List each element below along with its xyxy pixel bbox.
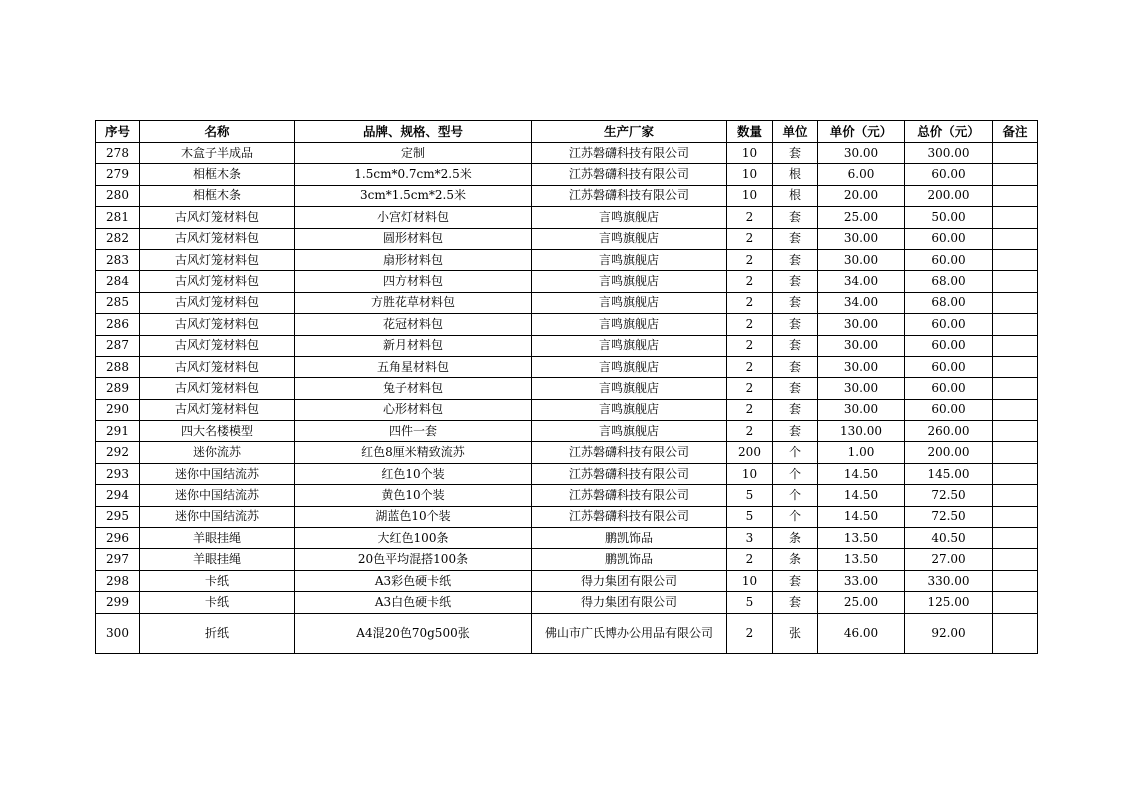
table-row: [96, 228, 1038, 249]
total-price-cell: 60.00: [905, 164, 993, 185]
total-price-cell: 200.00: [905, 185, 993, 206]
remarks-cell: [993, 570, 1038, 591]
total-price-cell: 330.00: [905, 570, 993, 591]
unit-cell: 套: [773, 249, 818, 270]
remarks-cell: [993, 249, 1038, 270]
index-cell: 289: [96, 378, 140, 399]
remarks-cell: [993, 442, 1038, 463]
remarks-cell: [993, 399, 1038, 420]
index-cell: 282: [96, 228, 140, 249]
index-cell: 293: [96, 463, 140, 484]
spec-cell: 五角星材料包: [295, 356, 532, 377]
spec-cell: 花冠材料包: [295, 314, 532, 335]
unit-price-cell: 30.00: [818, 356, 905, 377]
col-header-total-price: 总价（元）: [905, 121, 993, 143]
table-row: [96, 399, 1038, 420]
remarks-cell: [993, 356, 1038, 377]
manufacturer-cell: 江苏磐礴科技有限公司: [532, 143, 727, 164]
index-cell: 288: [96, 356, 140, 377]
index-cell: 290: [96, 399, 140, 420]
total-price-cell: 50.00: [905, 207, 993, 228]
table-row: [96, 463, 1038, 484]
index-cell: 299: [96, 592, 140, 613]
table-row: [96, 207, 1038, 228]
index-cell: 285: [96, 292, 140, 313]
total-price-cell: 60.00: [905, 228, 993, 249]
spec-cell: 红色10个装: [295, 463, 532, 484]
table-row: [96, 528, 1038, 549]
unit-cell: 套: [773, 378, 818, 399]
spec-cell: 新月材料包: [295, 335, 532, 356]
table-row: [96, 613, 1038, 653]
manufacturer-cell: 江苏磐礴科技有限公司: [532, 506, 727, 527]
spec-cell: 兔子材料包: [295, 378, 532, 399]
index-cell: 280: [96, 185, 140, 206]
manufacturer-cell: 言鸣旗舰店: [532, 271, 727, 292]
unit-cell: 个: [773, 463, 818, 484]
manufacturer-cell: 鹏凯饰品: [532, 549, 727, 570]
spec-cell: A3白色硬卡纸: [295, 592, 532, 613]
table-row: [96, 185, 1038, 206]
index-cell: 291: [96, 421, 140, 442]
table-row: [96, 549, 1038, 570]
index-cell: 279: [96, 164, 140, 185]
remarks-cell: [993, 164, 1038, 185]
index-cell: 296: [96, 528, 140, 549]
spec-cell: 四件一套: [295, 421, 532, 442]
name-cell: 古风灯笼材料包: [140, 271, 295, 292]
manufacturer-cell: 言鸣旗舰店: [532, 314, 727, 335]
quantity-cell: 200: [727, 442, 773, 463]
quantity-cell: 10: [727, 185, 773, 206]
col-header-index: 序号: [96, 121, 140, 143]
manufacturer-cell: 言鸣旗舰店: [532, 228, 727, 249]
quantity-cell: 2: [727, 314, 773, 335]
spec-cell: 心形材料包: [295, 399, 532, 420]
total-price-cell: 60.00: [905, 378, 993, 399]
name-cell: 迷你中国结流苏: [140, 506, 295, 527]
unit-cell: 套: [773, 570, 818, 591]
index-cell: 287: [96, 335, 140, 356]
name-cell: 古风灯笼材料包: [140, 314, 295, 335]
unit-price-cell: 14.50: [818, 485, 905, 506]
unit-cell: 套: [773, 207, 818, 228]
unit-cell: 套: [773, 271, 818, 292]
manufacturer-cell: 江苏磐礴科技有限公司: [532, 164, 727, 185]
name-cell: 迷你中国结流苏: [140, 485, 295, 506]
unit-cell: 个: [773, 442, 818, 463]
unit-price-cell: 33.00: [818, 570, 905, 591]
total-price-cell: 72.50: [905, 506, 993, 527]
quantity-cell: 3: [727, 528, 773, 549]
total-price-cell: 60.00: [905, 314, 993, 335]
manufacturer-cell: 得力集团有限公司: [532, 592, 727, 613]
table-row: [96, 143, 1038, 164]
unit-price-cell: 30.00: [818, 249, 905, 270]
unit-cell: 套: [773, 356, 818, 377]
table-row: [96, 378, 1038, 399]
unit-cell: 套: [773, 314, 818, 335]
name-cell: 木盒子半成品: [140, 143, 295, 164]
unit-price-cell: 20.00: [818, 185, 905, 206]
quantity-cell: 2: [727, 421, 773, 442]
remarks-cell: [993, 185, 1038, 206]
remarks-cell: [993, 335, 1038, 356]
total-price-cell: 60.00: [905, 249, 993, 270]
quantity-cell: 10: [727, 570, 773, 591]
quantity-cell: 2: [727, 378, 773, 399]
quantity-cell: 2: [727, 356, 773, 377]
spec-cell: 定制: [295, 143, 532, 164]
col-header-unit: 单位: [773, 121, 818, 143]
total-price-cell: 260.00: [905, 421, 993, 442]
col-header-manufacturer: 生产厂家: [532, 121, 727, 143]
remarks-cell: [993, 292, 1038, 313]
table-row: [96, 292, 1038, 313]
total-price-cell: 68.00: [905, 271, 993, 292]
manufacturer-cell: 言鸣旗舰店: [532, 207, 727, 228]
col-header-spec: 品牌、规格、型号: [295, 121, 532, 143]
manufacturer-cell: 言鸣旗舰店: [532, 421, 727, 442]
remarks-cell: [993, 207, 1038, 228]
manufacturer-cell: 言鸣旗舰店: [532, 335, 727, 356]
spec-cell: 大红色100条: [295, 528, 532, 549]
unit-price-cell: 34.00: [818, 292, 905, 313]
name-cell: 卡纸: [140, 592, 295, 613]
table-row: [96, 421, 1038, 442]
remarks-cell: [993, 421, 1038, 442]
quantity-cell: 2: [727, 399, 773, 420]
unit-price-cell: 1.00: [818, 442, 905, 463]
index-cell: 286: [96, 314, 140, 335]
unit-price-cell: 46.00: [818, 613, 905, 653]
quantity-cell: 5: [727, 506, 773, 527]
unit-cell: 根: [773, 185, 818, 206]
name-cell: 相框木条: [140, 164, 295, 185]
quantity-cell: 2: [727, 335, 773, 356]
unit-cell: 条: [773, 549, 818, 570]
total-price-cell: 60.00: [905, 356, 993, 377]
quantity-cell: 2: [727, 249, 773, 270]
remarks-cell: [993, 463, 1038, 484]
manufacturer-cell: 言鸣旗舰店: [532, 356, 727, 377]
name-cell: 古风灯笼材料包: [140, 335, 295, 356]
index-cell: 281: [96, 207, 140, 228]
manufacturer-cell: 言鸣旗舰店: [532, 378, 727, 399]
name-cell: 古风灯笼材料包: [140, 399, 295, 420]
index-cell: 297: [96, 549, 140, 570]
unit-cell: 套: [773, 335, 818, 356]
manufacturer-cell: 言鸣旗舰店: [532, 249, 727, 270]
unit-price-cell: 6.00: [818, 164, 905, 185]
header-row: [96, 121, 1038, 143]
unit-price-cell: 130.00: [818, 421, 905, 442]
unit-price-cell: 30.00: [818, 399, 905, 420]
total-price-cell: 60.00: [905, 399, 993, 420]
name-cell: 迷你中国结流苏: [140, 463, 295, 484]
name-cell: 卡纸: [140, 570, 295, 591]
spec-cell: 20色平均混搭100条: [295, 549, 532, 570]
total-price-cell: 40.50: [905, 528, 993, 549]
name-cell: 古风灯笼材料包: [140, 356, 295, 377]
quantity-cell: 2: [727, 271, 773, 292]
name-cell: 折纸: [140, 613, 295, 653]
total-price-cell: 125.00: [905, 592, 993, 613]
total-price-cell: 145.00: [905, 463, 993, 484]
table-row: [96, 271, 1038, 292]
col-header-unit-price: 单价（元）: [818, 121, 905, 143]
remarks-cell: [993, 613, 1038, 653]
table-row: [96, 356, 1038, 377]
total-price-cell: 200.00: [905, 442, 993, 463]
index-cell: 284: [96, 271, 140, 292]
unit-cell: 张: [773, 613, 818, 653]
item-table: [95, 120, 1038, 654]
remarks-cell: [993, 314, 1038, 335]
remarks-cell: [993, 485, 1038, 506]
name-cell: 相框木条: [140, 185, 295, 206]
index-cell: 298: [96, 570, 140, 591]
col-header-quantity: 数量: [727, 121, 773, 143]
unit-price-cell: 34.00: [818, 271, 905, 292]
remarks-cell: [993, 592, 1038, 613]
unit-price-cell: 14.50: [818, 463, 905, 484]
spec-cell: 1.5cm*0.7cm*2.5米: [295, 164, 532, 185]
table-row: [96, 335, 1038, 356]
total-price-cell: 60.00: [905, 335, 993, 356]
quantity-cell: 2: [727, 613, 773, 653]
name-cell: 羊眼挂绳: [140, 528, 295, 549]
name-cell: 羊眼挂绳: [140, 549, 295, 570]
total-price-cell: 72.50: [905, 485, 993, 506]
quantity-cell: 2: [727, 292, 773, 313]
unit-price-cell: 25.00: [818, 592, 905, 613]
name-cell: 古风灯笼材料包: [140, 292, 295, 313]
col-header-name: 名称: [140, 121, 295, 143]
unit-cell: 套: [773, 292, 818, 313]
table-row: [96, 314, 1038, 335]
unit-price-cell: 30.00: [818, 228, 905, 249]
spec-cell: A4混20色70g500张: [295, 613, 532, 653]
quantity-cell: 2: [727, 207, 773, 228]
index-cell: 294: [96, 485, 140, 506]
name-cell: 古风灯笼材料包: [140, 249, 295, 270]
quantity-cell: 5: [727, 485, 773, 506]
quantity-cell: 10: [727, 463, 773, 484]
manufacturer-cell: 得力集团有限公司: [532, 570, 727, 591]
index-cell: 292: [96, 442, 140, 463]
quantity-cell: 10: [727, 164, 773, 185]
manufacturer-cell: 江苏磐礴科技有限公司: [532, 485, 727, 506]
name-cell: 四大名楼模型: [140, 421, 295, 442]
manufacturer-cell: 江苏磐礴科技有限公司: [532, 463, 727, 484]
unit-price-cell: 30.00: [818, 143, 905, 164]
quantity-cell: 2: [727, 549, 773, 570]
quantity-cell: 2: [727, 228, 773, 249]
index-cell: 283: [96, 249, 140, 270]
unit-cell: 条: [773, 528, 818, 549]
index-cell: 278: [96, 143, 140, 164]
spec-cell: 黄色10个装: [295, 485, 532, 506]
remarks-cell: [993, 506, 1038, 527]
table-row: [96, 442, 1038, 463]
spec-cell: 3cm*1.5cm*2.5米: [295, 185, 532, 206]
name-cell: 古风灯笼材料包: [140, 378, 295, 399]
total-price-cell: 68.00: [905, 292, 993, 313]
unit-cell: 套: [773, 592, 818, 613]
spec-cell: 小宫灯材料包: [295, 207, 532, 228]
manufacturer-cell: 佛山市广氏博办公用品有限公司: [532, 613, 727, 653]
remarks-cell: [993, 271, 1038, 292]
table-row: [96, 249, 1038, 270]
spec-cell: 方胜花草材料包: [295, 292, 532, 313]
unit-cell: 套: [773, 228, 818, 249]
unit-cell: 个: [773, 506, 818, 527]
manufacturer-cell: 言鸣旗舰店: [532, 292, 727, 313]
manufacturer-cell: 江苏磐礴科技有限公司: [532, 185, 727, 206]
index-cell: 300: [96, 613, 140, 653]
col-header-remarks: 备注: [993, 121, 1038, 143]
unit-price-cell: 25.00: [818, 207, 905, 228]
quantity-cell: 10: [727, 143, 773, 164]
remarks-cell: [993, 378, 1038, 399]
unit-cell: 套: [773, 143, 818, 164]
spec-cell: 扇形材料包: [295, 249, 532, 270]
unit-price-cell: 30.00: [818, 335, 905, 356]
index-cell: 295: [96, 506, 140, 527]
spec-cell: 圆形材料包: [295, 228, 532, 249]
spec-cell: 湖蓝色10个装: [295, 506, 532, 527]
unit-price-cell: 30.00: [818, 314, 905, 335]
name-cell: 古风灯笼材料包: [140, 207, 295, 228]
manufacturer-cell: 鹏凯饰品: [532, 528, 727, 549]
table-row: [96, 570, 1038, 591]
table-row: [96, 506, 1038, 527]
unit-cell: 套: [773, 421, 818, 442]
name-cell: 迷你流苏: [140, 442, 295, 463]
remarks-cell: [993, 528, 1038, 549]
unit-cell: 根: [773, 164, 818, 185]
quantity-cell: 5: [727, 592, 773, 613]
spec-cell: A3彩色硬卡纸: [295, 570, 532, 591]
manufacturer-cell: 言鸣旗舰店: [532, 399, 727, 420]
unit-cell: 套: [773, 399, 818, 420]
unit-price-cell: 14.50: [818, 506, 905, 527]
remarks-cell: [993, 143, 1038, 164]
unit-cell: 个: [773, 485, 818, 506]
table-row: [96, 164, 1038, 185]
remarks-cell: [993, 228, 1038, 249]
remarks-cell: [993, 549, 1038, 570]
spec-cell: 红色8厘米精致流苏: [295, 442, 532, 463]
manufacturer-cell: 江苏磐礴科技有限公司: [532, 442, 727, 463]
name-cell: 古风灯笼材料包: [140, 228, 295, 249]
total-price-cell: 27.00: [905, 549, 993, 570]
unit-price-cell: 13.50: [818, 549, 905, 570]
total-price-cell: 300.00: [905, 143, 993, 164]
total-price-cell: 92.00: [905, 613, 993, 653]
table-row: [96, 485, 1038, 506]
unit-price-cell: 30.00: [818, 378, 905, 399]
unit-price-cell: 13.50: [818, 528, 905, 549]
table-row: [96, 592, 1038, 613]
spec-cell: 四方材料包: [295, 271, 532, 292]
